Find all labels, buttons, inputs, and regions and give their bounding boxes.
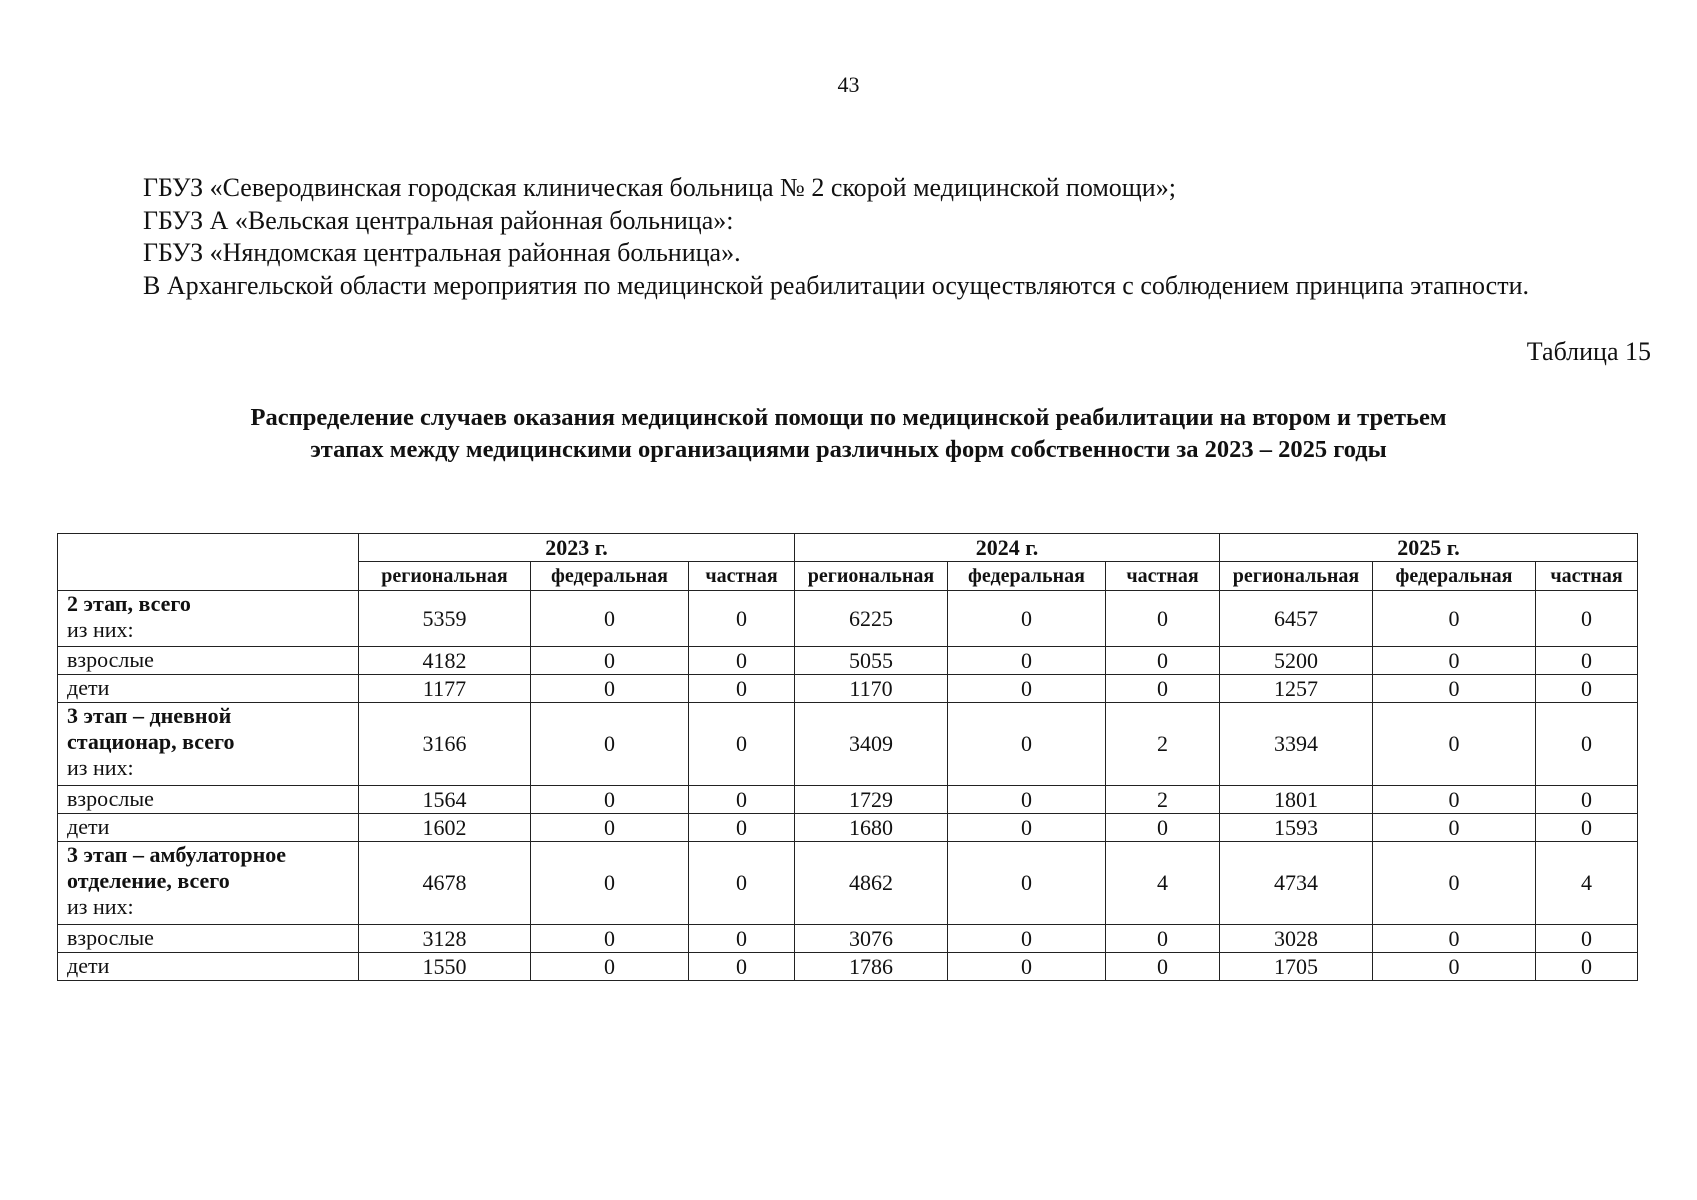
paragraph: ГБУЗ «Няндомская центральная районная больница». [143, 238, 741, 267]
year-header-row [58, 534, 1638, 562]
ownership-header: частная [1536, 562, 1638, 591]
table-cell: 0 [689, 953, 795, 981]
ownership-header: федеральная [1373, 562, 1536, 591]
paragraph: ГБУЗ А «Вельская центральная районная больница»: [143, 205, 734, 235]
table-cell: 0 [948, 842, 1106, 925]
table-cell: 5055 [795, 647, 948, 675]
row-label-note: из них: [67, 894, 134, 919]
table-cell: 1170 [795, 675, 948, 703]
table-cell: 0 [689, 647, 795, 675]
row-label-note: из них: [67, 617, 134, 642]
table-cell: 1564 [359, 786, 531, 814]
table-cell: 0 [689, 814, 795, 842]
table-cell: 0 [531, 591, 689, 647]
ownership-header: региональная [359, 562, 531, 591]
table-cell: 0 [1536, 647, 1638, 675]
table-cell: 1786 [795, 953, 948, 981]
table-cell: 0 [1373, 925, 1536, 953]
row-label: взрослые [58, 786, 359, 814]
row-label: взрослые [58, 925, 359, 953]
table-cell: 4 [1536, 842, 1638, 925]
table-cell: 3128 [359, 925, 531, 953]
table-cell: 0 [1373, 814, 1536, 842]
table-cell: 0 [689, 842, 795, 925]
table-cell: 0 [1536, 953, 1638, 981]
row-label-title: 3 этап – дневной [67, 703, 232, 728]
table-cell: 1680 [795, 814, 948, 842]
table-cell: 3166 [359, 703, 531, 786]
table-cell: 4862 [795, 842, 948, 925]
table-cell: 4182 [359, 647, 531, 675]
table-row-stage3-day-hospital-total [58, 703, 1638, 786]
table-cell: 0 [1106, 647, 1220, 675]
table-cell: 2 [1106, 703, 1220, 786]
table-title [0, 402, 1697, 466]
row-label: дети [58, 814, 359, 842]
body-text [143, 172, 1663, 302]
table-cell: 0 [1106, 953, 1220, 981]
ownership-header: федеральная [948, 562, 1106, 591]
page-number: 43 [837, 72, 860, 97]
table-cell: 0 [1536, 814, 1638, 842]
table-cell: 4 [1106, 842, 1220, 925]
table-cell: 1550 [359, 953, 531, 981]
table-cell: 0 [689, 703, 795, 786]
year-header: 2024 г. [795, 534, 1220, 562]
table-cell: 0 [1106, 925, 1220, 953]
table-title-line: этапах между медицинскими организациями различных форм собственности за 2023 – 2025 годы [310, 436, 1387, 463]
table-cell: 4734 [1220, 842, 1373, 925]
table-cell: 0 [1373, 842, 1536, 925]
table-cell: 1602 [359, 814, 531, 842]
table-cell: 0 [531, 647, 689, 675]
ownership-header: региональная [1220, 562, 1373, 591]
row-label-title: стационар, всего [67, 729, 235, 754]
table-cell: 0 [1373, 786, 1536, 814]
table-cell: 0 [1106, 591, 1220, 647]
table-row-stage3-day-hospital-adults [58, 786, 1638, 814]
table-cell: 0 [689, 925, 795, 953]
table-cell: 0 [1536, 591, 1638, 647]
row-label [58, 842, 359, 925]
table-cell: 0 [1373, 953, 1536, 981]
table-cell: 0 [1106, 814, 1220, 842]
row-label [58, 703, 359, 786]
table-row-stage2-children [58, 675, 1638, 703]
table-row-stage3-outpatient-total [58, 842, 1638, 925]
table-cell: 0 [1106, 675, 1220, 703]
rehabilitation-cases-table [57, 533, 1638, 981]
table-cell: 4678 [359, 842, 531, 925]
table-cell: 0 [531, 842, 689, 925]
table-cell: 0 [948, 647, 1106, 675]
table-cell: 0 [1536, 675, 1638, 703]
table-cell: 0 [948, 814, 1106, 842]
row-label-note: из них: [67, 755, 134, 780]
corner-header-cell [58, 534, 359, 591]
year-header: 2023 г. [359, 534, 795, 562]
row-label: взрослые [58, 647, 359, 675]
ownership-header: частная [689, 562, 795, 591]
table-row-stage3-outpatient-adults [58, 925, 1638, 953]
table-cell: 0 [948, 675, 1106, 703]
table-cell: 0 [531, 675, 689, 703]
table-row-stage2-total [58, 591, 1638, 647]
table-cell: 0 [1536, 703, 1638, 786]
table-cell: 0 [1373, 675, 1536, 703]
table-title-line: Распределение случаев оказания медицинской помощи по медицинской реабилитации на втором и третьем [250, 404, 1447, 431]
table-cell: 0 [1373, 647, 1536, 675]
table-cell: 0 [531, 814, 689, 842]
table-cell: 0 [1373, 591, 1536, 647]
table-cell: 1801 [1220, 786, 1373, 814]
paragraph: ГБУЗ «Северодвинская городская клиническая больница № 2 скорой медицинской помощи»; [143, 173, 1176, 202]
ownership-header: региональная [795, 562, 948, 591]
table-cell: 3394 [1220, 703, 1373, 786]
row-label-title: 2 этап, всего [67, 591, 191, 616]
ownership-header: частная [1106, 562, 1220, 591]
table-cell: 1729 [795, 786, 948, 814]
table-cell: 0 [531, 953, 689, 981]
row-label: дети [58, 675, 359, 703]
table-cell: 6457 [1220, 591, 1373, 647]
table-cell: 0 [1536, 925, 1638, 953]
table-cell: 0 [1536, 786, 1638, 814]
table-cell: 0 [531, 703, 689, 786]
table-cell: 5200 [1220, 647, 1373, 675]
table-cell: 0 [948, 953, 1106, 981]
table-cell: 0 [689, 675, 795, 703]
table-cell: 0 [948, 786, 1106, 814]
table-cell: 1705 [1220, 953, 1373, 981]
table-cell: 3028 [1220, 925, 1373, 953]
table-cell: 0 [531, 925, 689, 953]
row-label-title: отделение, всего [67, 868, 230, 893]
table-cell: 2 [1106, 786, 1220, 814]
table-cell: 1257 [1220, 675, 1373, 703]
year-header: 2025 г. [1220, 534, 1638, 562]
table-cell: 0 [689, 786, 795, 814]
table-cell: 5359 [359, 591, 531, 647]
table-cell: 0 [948, 591, 1106, 647]
table-cell: 0 [689, 591, 795, 647]
table-row-stage2-adults [58, 647, 1638, 675]
table-cell: 6225 [795, 591, 948, 647]
row-label-title: 3 этап – амбулаторное [67, 842, 287, 867]
table-cell: 0 [948, 925, 1106, 953]
table-cell: 3409 [795, 703, 948, 786]
table-cell: 0 [1373, 703, 1536, 786]
table-cell: 1593 [1220, 814, 1373, 842]
table-cell: 3076 [795, 925, 948, 953]
row-label: дети [58, 953, 359, 981]
table-cell: 0 [948, 703, 1106, 786]
table-number-label: Таблица 15 [1526, 337, 1651, 366]
paragraph: В Архангельской области мероприятия по медицинской реабилитации осуществляются с соблюдением принципа этапности. [143, 270, 1529, 300]
row-label [58, 591, 359, 647]
table-row-stage3-outpatient-children [58, 953, 1638, 981]
table-row-stage3-day-hospital-children [58, 814, 1638, 842]
table-cell: 0 [531, 786, 689, 814]
ownership-header: федеральная [531, 562, 689, 591]
table-cell: 1177 [359, 675, 531, 703]
